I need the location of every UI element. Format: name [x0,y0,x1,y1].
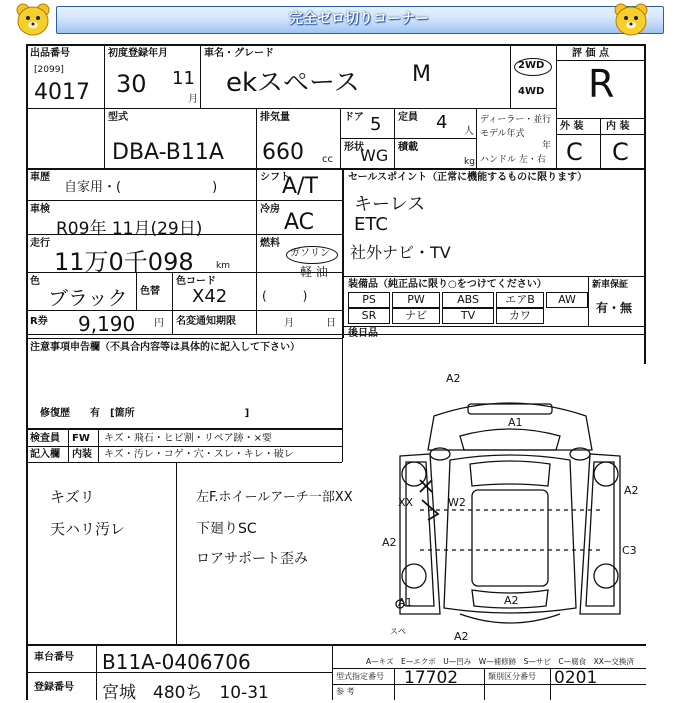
body-value: WG [360,146,389,165]
mileage-value: 11万0千098 [54,248,194,276]
ref-value-1: 17702 [404,668,459,688]
equip-sr: SR [348,308,390,324]
banner-title: 完全ゼロ切りコーナー [289,11,429,27]
inspection-value: R09年 11月(29日) [56,219,203,239]
model-label: 型式 [108,112,128,123]
int-grade: C [612,138,629,166]
sales-point-3: 社外ナビ・TV [350,243,451,262]
int-inspect-label: 内装 [72,449,92,460]
equip-navi: ナビ [392,308,440,324]
equip-airbag: エアB [496,292,544,308]
inspector-label-1: 検査員 [30,433,60,444]
capacity-value: 4 [436,112,448,133]
warranty-value: 有・無 [596,301,633,315]
color-label: 色 [30,276,40,287]
displacement-value: 660 [262,140,304,165]
body-label: 形状 [344,142,364,153]
equip-aw: AW [546,292,588,308]
yen-unit: 円 [154,318,164,329]
fuel-gas: ガソリン [290,248,330,259]
ref-label-2: 類別区分番号 [488,672,536,681]
ref-value-2: 0201 [554,668,598,688]
inspection-label: 車検 [30,204,50,215]
name-grade-label: 車名・グレード [204,48,274,59]
shift-label: シフト [260,172,290,183]
damage-mark: A2 [624,484,639,497]
handle-label: ハンドル 左・右 [480,155,546,165]
new-car-label: 新車保証 [592,280,629,290]
equip-pw: PW [392,292,440,308]
doors-value: 5 [370,114,382,135]
fuel-paren: ( ) [262,289,308,303]
note-right-1: 左F.ホイールアーチ一部XX [196,490,353,505]
drive-4wd: 4WD [518,86,545,97]
first-reg-label: 初度登録年月 [108,48,168,59]
model-year-label: モデル年式 [480,129,525,139]
damage-mark: A2 [454,630,469,642]
load-label: 積載 [398,142,418,153]
int-label: 内 装 [606,121,630,132]
first-reg-month: 11 [172,68,195,89]
inspector-label-2: 記入欄 [30,449,60,460]
spare-label: スペ [390,627,406,636]
equip-abs: ABS [442,292,494,308]
mileage-label: 走行 [30,238,50,249]
ref-label-1: 型式指定番号 [336,672,384,681]
damage-mark: A2 [446,372,461,385]
repair-history: 修復歴 有 [箇所 ] [40,408,250,419]
color-change-label: 色替 [140,286,160,297]
month-unit: 月 [188,94,198,105]
name-change-month: 月 [284,318,294,329]
fuel-label: 燃料 [260,238,280,249]
lot-sub: [2099] [34,65,64,75]
damage-mark: W2 [448,496,466,509]
sales-label: セールスポイント（正常に機能するものに限ります） [348,172,588,183]
lot-label: 出品番号 [30,48,70,59]
note-left-1: キズリ [50,488,95,506]
recycle-value: 9,190 [78,312,136,336]
damage-mark: C3 [622,544,637,557]
people-unit: 人 [464,126,474,137]
damage-legend: A—キズ E—エクボ U—凹み W—補修跡 S—サビ C—腐食 XX—交換済 [366,657,634,666]
lot-number: 4017 [34,80,90,105]
damage-mark: A1 [398,596,413,609]
sales-point-2: ETC [354,214,388,235]
car-name: ekスペース [226,68,360,98]
damage-mark: A2 [504,594,519,607]
damage-mark: A2 [382,536,397,549]
ac-label: 冷房 [260,204,280,215]
ext-label: 外 装 [560,121,584,132]
fuel-light: 軽 油 [300,265,328,279]
car-damage-diagram [380,370,640,642]
equipment-label: 装備品（純正品に限り○をつけてください） [348,279,547,290]
chassis-label: 車台番号 [34,652,74,663]
sales-point-1: キーレス [354,194,426,215]
year-unit: 年 [542,141,552,151]
note-left-2: 天ハリ汚レ [50,520,126,538]
use-value: 自家用・( ) [64,180,218,195]
doors-label: ドア [344,112,364,123]
model-value: DBA-B11A [112,140,224,165]
drive-2wd: 2WD [518,60,545,71]
ac-value: AC [284,210,315,235]
fw-label: FW [72,433,90,444]
first-reg-year: 30 [116,70,147,98]
equip-ps: PS [348,292,390,308]
shift-value: A/T [282,174,318,199]
km-unit: km [216,261,230,271]
cc-unit: cc [322,154,333,165]
rating-label: 評 価 点 [572,48,609,59]
use-label: 車歴 [30,172,50,183]
capacity-label: 定員 [398,112,418,123]
grade: M [412,62,431,87]
fw-text: キズ・飛石・ヒビ割・リペア跡・×要 [104,433,272,444]
ext-grade: C [566,138,583,166]
note-right-3: ロアサポート歪み [196,551,308,567]
chassis-value: B11A-0406706 [102,650,251,674]
name-change-label: 名変通知期限 [176,316,236,327]
reg-value: 宮城 480ち 10-31 [102,683,269,703]
damage-mark: A1 [508,416,523,429]
rear-seat-label: 後日品 [348,328,378,339]
displacement-label: 排気量 [260,112,290,123]
equip-leather: カワ [496,308,544,324]
color-code-label: 色コード [176,276,216,287]
equip-tv: TV [442,308,494,324]
note-right-2: 下廻りSC [196,521,257,537]
color-value: ブラック [48,286,128,310]
recycle-label: R券 [30,316,48,327]
name-change-day: 日 [326,318,336,329]
color-code-value: X42 [192,286,228,307]
reg-label: 登録番号 [34,682,74,693]
dealer-label: ディーラー・並行 [480,115,552,125]
notes-label: 注意事項申告欄（不具合内容等は具体的に記入して下さい） [30,342,300,353]
kg-unit: kg [464,157,475,167]
rating-value: R [588,62,615,106]
int-inspect-text: キズ・汚レ・コゲ・穴・スレ・キレ・破レ [104,449,294,460]
damage-mark: XX [398,496,414,509]
ref-sub: 参 考 [336,687,355,696]
